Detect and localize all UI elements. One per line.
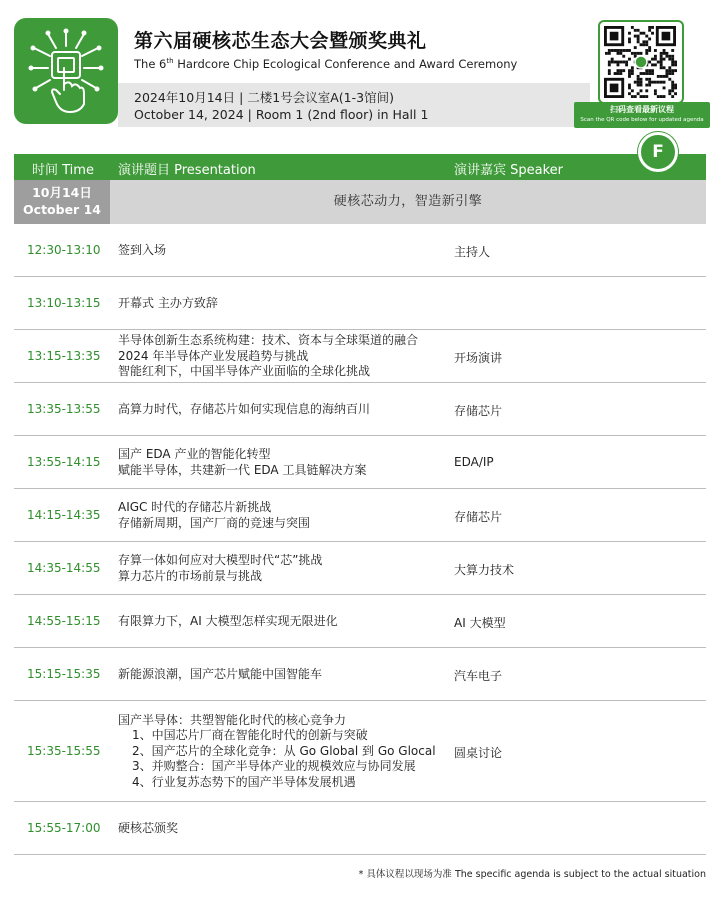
presentation-line: 4、行业复苏态势下的国产半导体发展机遇 [132, 774, 356, 789]
row-speaker: 大算力技术 [454, 562, 515, 577]
row-time: 15:15-15:35 [27, 666, 101, 681]
presentation-line: 2024 年半导体产业发展趋势与挑战 [118, 348, 309, 363]
footnote: * 具体议程以现场为准 The specific agenda is subject to the actual situation [358, 869, 706, 880]
row-presentation [118, 296, 218, 312]
agenda-row [14, 277, 706, 330]
row-time: 13:55-14:15 [27, 454, 101, 469]
row-speaker: 存储芯片 [454, 403, 503, 418]
presentation-line: 国产半导体：共塑智能化时代的核心竞争力 [118, 712, 347, 727]
agenda-row [14, 648, 706, 701]
qr-code[interactable] [598, 20, 684, 104]
agenda-row [14, 595, 706, 648]
event-info-en: October 14, 2024 | Room 1 (2nd floor) in Hall 1 [134, 107, 429, 122]
presentation-line: 开幕式 主办方致辞 [118, 295, 218, 310]
presentation-line: AIGC 时代的存储芯片新挑战 [118, 500, 272, 514]
agenda-row [14, 436, 706, 489]
row-presentation [118, 333, 418, 380]
row-speaker: EDA/IP [454, 454, 494, 469]
event-info-cn: 2024年10月14日 | 二楼1号会议室A(1-3馆间) [134, 90, 394, 105]
qr-label [574, 102, 710, 128]
qr-label-en: Scan the QR code below for updated agenda [580, 117, 704, 123]
presentation-line: 存算一体如何应对大模型时代“芯”挑战 [118, 553, 323, 567]
header [0, 0, 722, 150]
col-speaker-header: 演讲嘉宾 Speaker [454, 163, 564, 178]
date-en: October 14 [23, 202, 101, 217]
presentation-line: 存储新周期，国产厂商的竞速与突围 [118, 515, 311, 530]
date-band [14, 180, 706, 224]
row-presentation [118, 447, 366, 478]
presentation-line: 高算力时代，存储芯片如何实现信息的海纳百川 [118, 401, 371, 416]
presentation-line: 硬核芯颁奖 [118, 820, 179, 835]
row-speaker: 圆桌讨论 [454, 745, 503, 760]
row-presentation [118, 614, 338, 630]
row-presentation [118, 713, 436, 791]
qr-label-cn: 扫码查看最新议程 [610, 105, 674, 114]
row-time: 14:55-15:15 [27, 613, 101, 628]
row-time: 12:30-13:10 [27, 242, 101, 257]
row-speaker: 存储芯片 [454, 509, 503, 524]
presentation-line: 3、并购整合：国产半导体产业的规模效应与协同发展 [132, 759, 416, 774]
row-speaker: 主持人 [454, 244, 491, 259]
row-time: 15:35-15:55 [27, 743, 101, 758]
title-en-suffix: Hardcore Chip Ecological Conference and Award Ceremony [173, 57, 518, 71]
date-cell [14, 180, 110, 224]
row-presentation [118, 821, 178, 837]
section-badge: F [638, 132, 678, 172]
presentation-line: 半导体创新生态系统构建：技术、资本与全球渠道的融合 [118, 333, 419, 348]
presentation-line: 算力芯片的市场前景与挑战 [118, 568, 263, 583]
row-presentation [118, 667, 322, 683]
presentation-line: 智能红利下，中国半导体产业面临的全球化挑战 [118, 364, 371, 379]
session-theme: 硬核芯动力，智造新引擎 [333, 194, 483, 209]
agenda-row [14, 330, 706, 383]
row-speaker: AI 大模型 [454, 615, 506, 630]
presentation-line: 2、国产芯片的全球化竞争：从 Go Global 到 Go Glocal [132, 743, 436, 758]
chip-hand-logo [14, 18, 118, 124]
chip-hand-icon [14, 18, 118, 124]
qr-code-icon [604, 26, 678, 98]
row-time: 14:15-14:35 [27, 507, 101, 522]
title-en-prefix: The 6 [134, 57, 167, 71]
presentation-line: 赋能半导体，共建新一代 EDA 工具链解决方案 [118, 462, 367, 477]
event-title-en [134, 57, 517, 71]
presentation-line: 新能源浪潮，国产芯片赋能中国智能车 [118, 666, 323, 681]
agenda-row [14, 802, 706, 855]
table-header [14, 154, 706, 180]
row-speaker: 汽车电子 [454, 668, 503, 683]
row-time: 14:35-14:55 [27, 560, 101, 575]
row-time: 13:35-13:55 [27, 401, 101, 416]
row-presentation [118, 500, 310, 531]
presentation-line: 国产 EDA 产业的智能化转型 [118, 447, 271, 461]
agenda-row [14, 701, 706, 802]
agenda-row [14, 383, 706, 436]
row-time: 13:15-13:35 [27, 348, 101, 363]
event-title-cn: 第六届硬核芯生态大会暨颁奖典礼 [134, 30, 427, 52]
row-presentation [118, 553, 322, 584]
col-time-header: 时间 Time [32, 163, 94, 178]
row-time: 13:10-13:15 [27, 295, 101, 310]
row-presentation [118, 402, 370, 418]
presentation-line: 签到入场 [118, 242, 167, 257]
col-presentation-header: 演讲题目 Presentation [118, 163, 256, 178]
date-cn: 10月14日 [32, 185, 92, 200]
presentation-line: 有限算力下，AI 大模型怎样实现无限进化 [118, 613, 338, 628]
agenda-row [14, 489, 706, 542]
row-time: 15:55-17:00 [27, 820, 101, 835]
row-speaker: 开场演讲 [454, 350, 503, 365]
agenda-row [14, 224, 706, 277]
presentation-line: 1、中国芯片厂商在智能化时代的创新与突破 [132, 728, 368, 743]
title-en-sup: th [166, 57, 174, 66]
agenda-row [14, 542, 706, 595]
row-presentation [118, 243, 166, 259]
